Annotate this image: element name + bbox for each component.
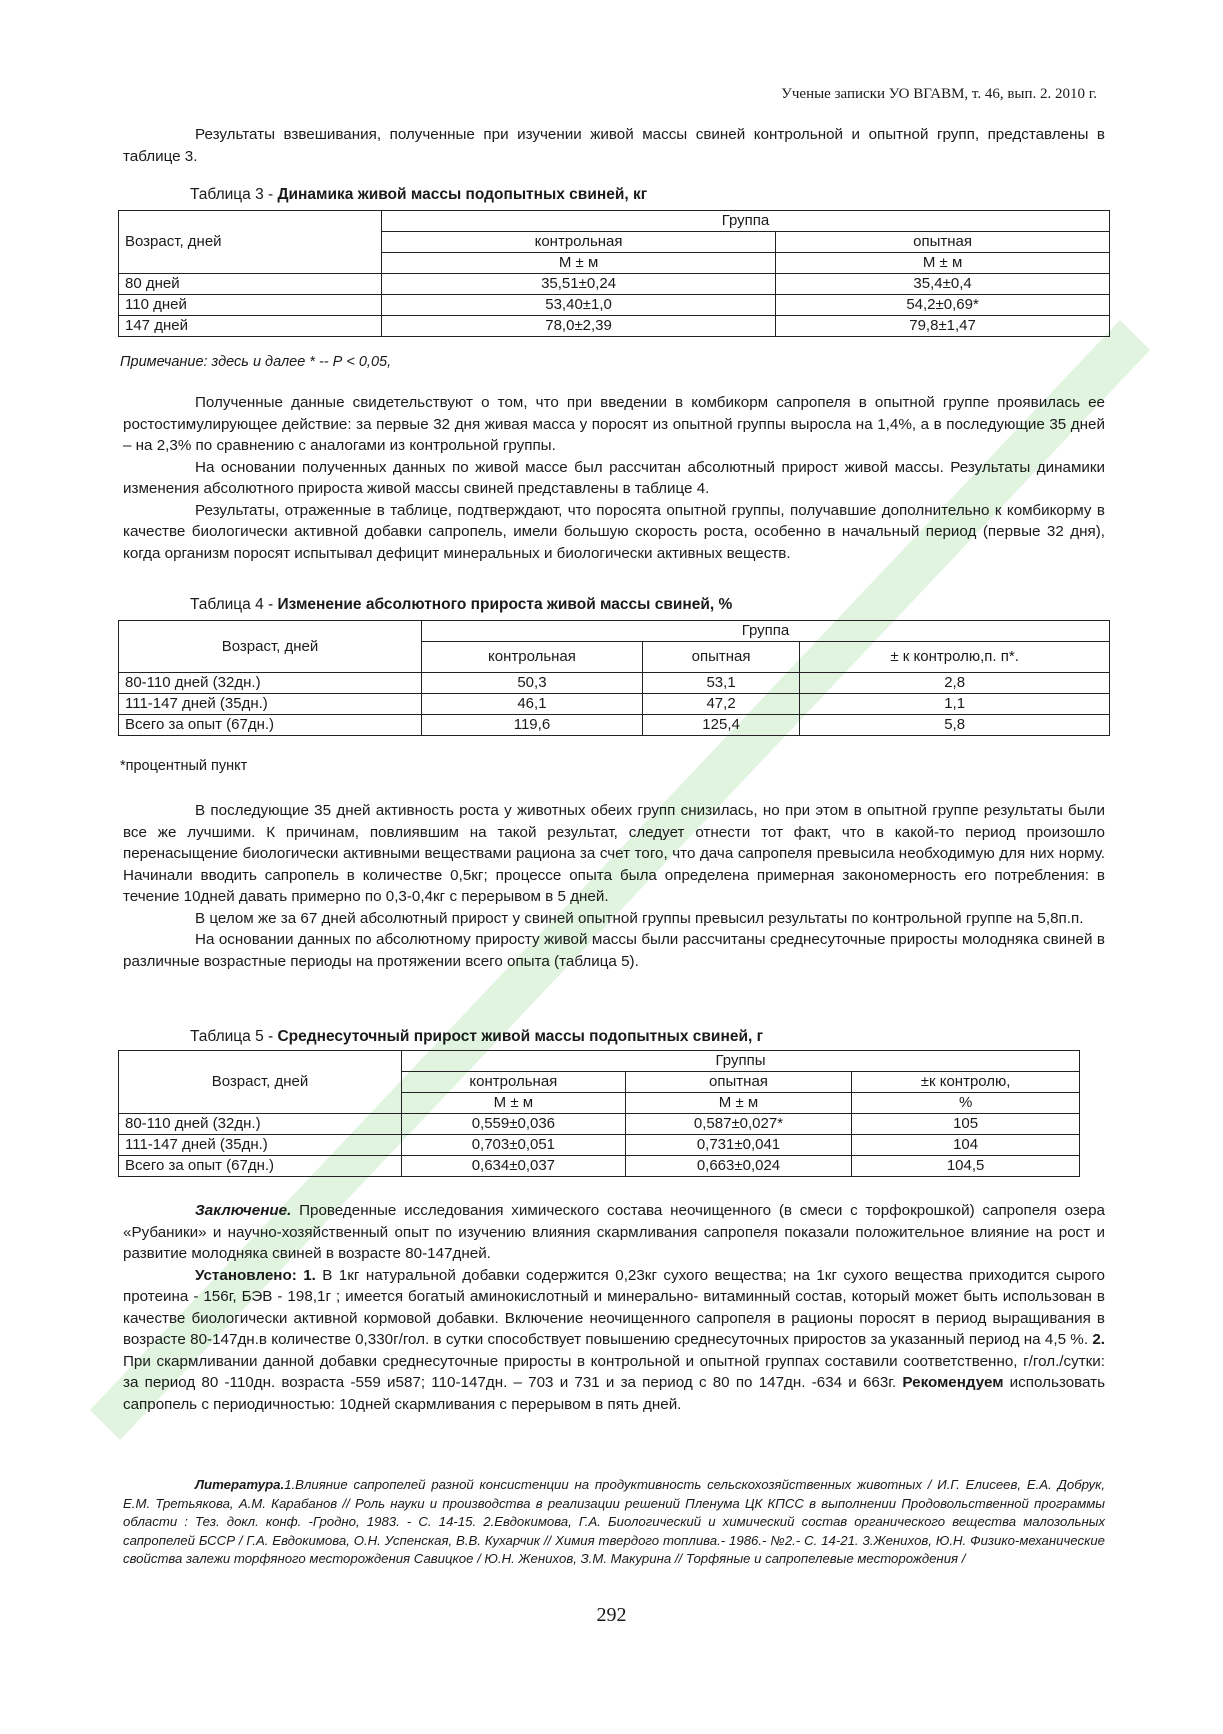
table3-control-stat: М ± м xyxy=(382,253,776,274)
intro-paragraph: Результаты взвешивания, полученные при изучении живой массы свиней контрольной и опытной групп, представлены в таблице 3. xyxy=(123,126,1105,165)
page-number: 292 xyxy=(596,1604,627,1626)
conclusion-paragraph: Заключение. Проведенные исследования химического состава неочищенного (в смеси с торфокрошкой) сапропеля озера «Рубаники» и научно-хозяйственный опыт по изучению влияния скармливания сапропеля показали положительное влияние на рост и развитие молодняка свиней в возрасте 80-147дней. Установлено: 1. В 1кг натуральной добавки содержится 0,23кг сухого вещества; на 1кг сухого вещества приходится сырого протеина - 156г, БЭВ - 198,1г ; имеется богатый аминокислотный и минерально- витаминный состав, который может быть использован в качестве биологически активной кормовой добавки. Включение неочищенного сапропеля в рационы поросят в период выращивания в возрасте 80-147дн.в количестве 0,330г/гол. в сутки способствует повышению среднесуточных приростов за указанный период на 4,5 %. 2. При скармливании данной добавки среднесуточные приросты в контрольной и опытной группах составили соответственно, г/гол./сутки: за период 80 -110дн. возраста -559 и587; 110-147дн. – 703 и 731 и за период с 80 по 147дн. -634 и 663г. Рекомендуем использовать сапропель с периодичностью: 10дней скармливания с перерывом в пять дней. xyxy=(123,1202,1106,1413)
table3-exp-stat: М ± м xyxy=(776,253,1110,274)
table4-note: *процентный пункт xyxy=(120,758,248,774)
table3-caption: Таблица 3 - Динамика живой массы подопытных свиней, кг xyxy=(190,186,648,203)
table4-control-header: контрольная xyxy=(422,642,643,673)
table3 xyxy=(118,210,1110,337)
table5-control-header: контрольная xyxy=(402,1072,626,1093)
table-row: Всего за опыт (67дн.) 0,634±0,037 0,663±0,024 104,5 xyxy=(119,1156,1080,1177)
table3-exp-header: опытная xyxy=(776,232,1110,253)
table-row: Всего за опыт (67дн.) 119,6 125,4 5,8 xyxy=(119,715,1110,736)
table3-control-header: контрольная xyxy=(382,232,776,253)
table-row: 147 дней 78,0±2,39 79,8±1,47 xyxy=(119,316,1110,337)
table3-age-header: Возраст, дней xyxy=(119,211,382,274)
table4 xyxy=(118,620,1110,736)
literature: Литература.1.Влияние сапропелей разной консистенции на продуктивность сельскохозяйственных животных / И.Г. Елисеев, Е.А. Добрук, Е.М. Третьякова, А.М. Карабанов // Роль науки и производства в реализации решений Пленума ЦК КПСС в выполнении Продовольственной программы области : Тез. докл. конф. -Гродно, 1983. - С. 14-15. 2.Евдокимова, Г.А. Биологический и химический состав органического вещества малозольных сапропелей БССР / Г.А. Евдокимова, О.Н. Успенская, В.В. Кухарчик // Химия твердого топлива.- 1986.- №2.- С. 14-21. 3.Жениxов, Ю.Н. Физико-механические свойства залежи торфяного месторождения Савицкое / Ю.Н. Жениxов, З.М. Макурина // Торфяные и сапропелевые месторождения / xyxy=(123,1477,1105,1566)
table5-exp-stat: М ± м xyxy=(625,1093,852,1114)
table5-group-header: Группы xyxy=(402,1051,1080,1072)
table4-group-header: Группа xyxy=(422,621,1110,642)
results-paragraphs: Полученные данные свидетельствуют о том, что при введении в комбикорм сапропеля в опытной группе проявилась ее ростостимулирующее действие: за первые 32 дня живая масса у поросят из опытной группы выросла на 1,4%, а в последующие 35 дней – на 2,3% по сравнению с аналогами из контрольной группы. На основании полученных данных по живой массе был рассчитан абсолютный прирост живой массы. Результаты динамики изменения абсолютного прироста живой массы свиней представлены в таблице 4. Результаты, отраженные в таблице, подтверждают, что поросята опытной группы, получавшие дополнительно к комбикорму в качестве биологически активной добавки сапропель, имели большую скорость роста, особенно в начальный период (первые 32 дня), когда организм поросят испытывал дефицит минеральных и биологически активных веществ. xyxy=(123,394,1105,562)
table5 xyxy=(118,1050,1080,1177)
table5-control-stat: М ± м xyxy=(402,1093,626,1114)
discussion-paragraphs: В последующие 35 дней активность роста у животных обеих групп снизилась, но при этом в опытной группе результаты были все же лучшими. К причинам, повлиявшим на такой результат, следует отнести тот факт, что в какой-то период произошло перенасыщение биологически активными веществами рациона за счет того, что дача сапропеля превысила необходимую для них норму. Начинали вводить сапропель в количестве 0,5кг; процессе опыта была определена примерная закономерность его потребления: в течение 10дней давать примерно по 0,3-0,4кг с перерывом в 5 дней. В целом же за 67 дней абсолютный прирост у свиней опытной группы превысил результаты по контрольной группе на 5,8п.п. На основании данных по абсолютному приросту живой массы были рассчитаны среднесуточные приросты молодняка свиней в различные возрастные периоды на протяжении всего опыта (таблица 5). xyxy=(123,802,1105,970)
table4-exp-header: опытная xyxy=(642,642,799,673)
table3-note: Примечание: здесь и далее * -- Р < 0,05, xyxy=(120,354,392,370)
journal-header: Ученые записки УО ВГАВМ, т. 46, вып. 2. 2010 г. xyxy=(781,86,1097,102)
table5-diff-header: ±к контролю, xyxy=(852,1072,1080,1093)
table5-age-header: Возраст, дней xyxy=(119,1051,402,1114)
table-row: 80-110 дней (32дн.) 0,559±0,036 0,587±0,027* 105 xyxy=(119,1114,1080,1135)
table4-age-header: Возраст, дней xyxy=(119,621,422,673)
table4-diff-header: ± к контролю,п. п*. xyxy=(800,642,1110,673)
table4-caption: Таблица 4 - Изменение абсолютного прироста живой массы свиней, % xyxy=(190,596,733,613)
table5-diff-unit: % xyxy=(852,1093,1080,1114)
table-row: 111-147 дней (35дн.) 0,703±0,051 0,731±0,041 104 xyxy=(119,1135,1080,1156)
table-row: 80 дней 35,51±0,24 35,4±0,4 xyxy=(119,274,1110,295)
table5-exp-header: опытная xyxy=(625,1072,852,1093)
table-row: 111-147 дней (35дн.) 46,1 47,2 1,1 xyxy=(119,694,1110,715)
table-row: 110 дней 53,40±1,0 54,2±0,69* xyxy=(119,295,1110,316)
table5-caption: Таблица 5 - Среднесуточный прирост живой массы подопытных свиней, г xyxy=(190,1028,764,1045)
table-row: 80-110 дней (32дн.) 50,3 53,1 2,8 xyxy=(119,673,1110,694)
table3-group-header: Группа xyxy=(382,211,1110,232)
